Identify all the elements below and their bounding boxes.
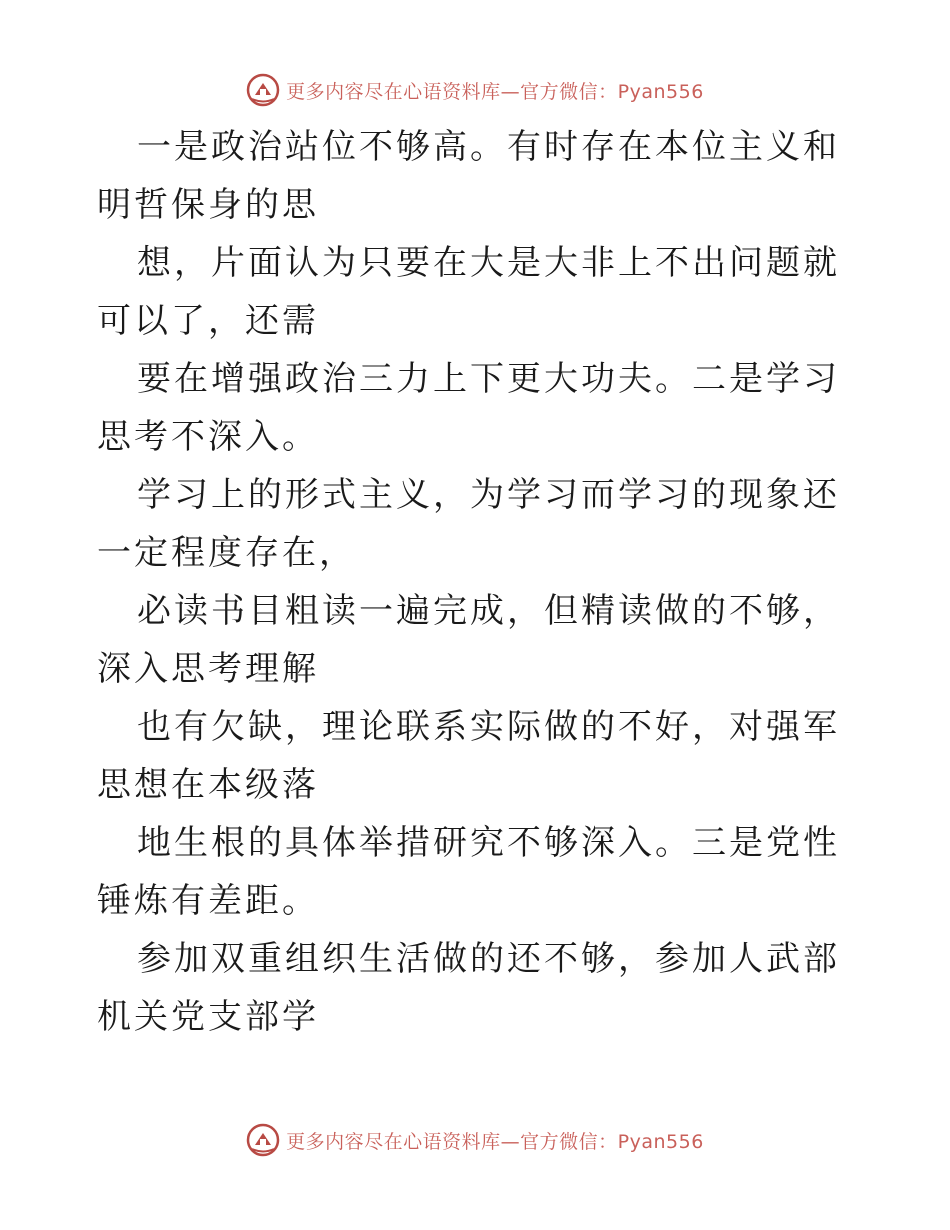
footer-banner [0,1120,950,1160]
paragraph: 必读书目粗读一遍完成，但精读做的不够，深入思考理解 [97,591,840,689]
paragraph: 地生根的具体举措研究不够深入。三是党性锤炼有差距。 [97,823,840,921]
book-logo-icon [246,1123,280,1157]
paragraph: 也有欠缺，理论联系实际做的不好，对强军思想在本级落 [97,707,840,805]
paragraph: 想，片面认为只要在大是大非上不出问题就可以了，还需 [97,243,840,341]
paragraph: 要在增强政治三力上下更大功夫。二是学习思考不深入。 [97,359,840,457]
paragraph: 学习上的形式主义，为学习而学习的现象还一定程度存在， [97,475,840,573]
footer-banner-text: 更多内容尽在心语资料库—官方微信：Pyan556 [286,1130,704,1153]
paragraph: 一是政治站位不够高。有时存在本位主义和明哲保身的思 [97,127,840,225]
paragraph: 参加双重组织生活做的还不够，参加人武部机关党支部学 [97,939,840,1037]
book-logo-icon [246,73,280,107]
header-banner [0,70,950,110]
document-body [97,118,857,1046]
header-banner-text: 更多内容尽在心语资料库—官方微信：Pyan556 [286,80,704,103]
